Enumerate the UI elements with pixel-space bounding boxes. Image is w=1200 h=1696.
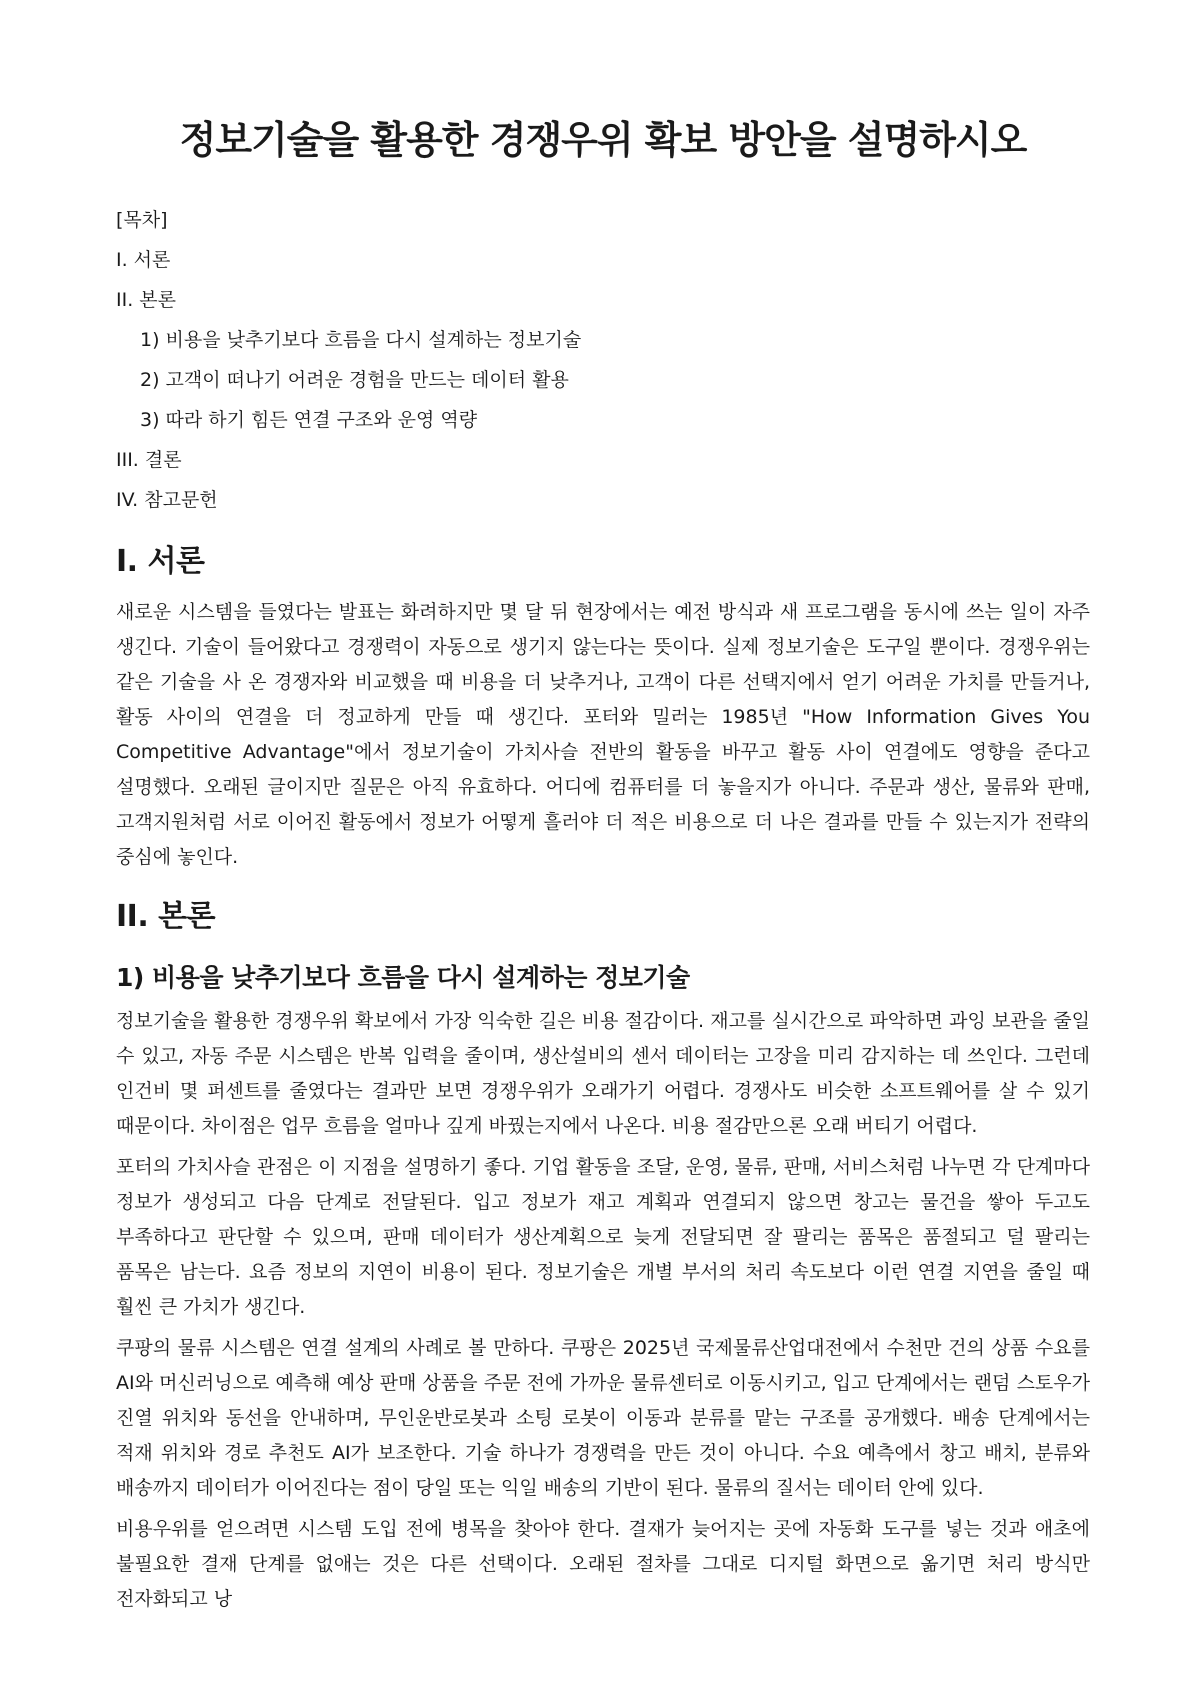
toc-item-references: IV. 참고문헌 (116, 488, 218, 511)
section-heading-intro: I. 서론 (116, 543, 205, 579)
toc-item-body-3: 3) 따라 하기 힘든 연결 구조와 운영 역량 (140, 408, 478, 431)
subsection-heading-1: 1) 비용을 낮추기보다 흐름을 다시 설계하는 정보기술 (116, 962, 690, 992)
intro-paragraph: 새로운 시스템을 들였다는 발표는 화려하지만 몇 달 뒤 현장에서는 예전 방식과 새 프로그램을 동시에 쓰는 일이 자주 생긴다. 기술이 들어왔다고 경쟁력이 자동으로 생기지 않는다는 뜻이다. 실제 정보기술은 도구일 뿐이다. 경쟁우위는 같은 기술을 사 온 경쟁자와 비교했을 때 비용을 더 낮추거나, 고객이 다른 선택지에서 얻기 어려운 가치를 만들거나, 활동 사이의 연결을 더 정교하게 만들 때 생긴다. 포터와 밀러는 1985년 "How Information Gives You Competitive Advantage"에서 정보기술이 가치사슬 전반의 활동을 바꾸고 활동 사이 연결에도 영향을 준다고 설명했다. 오래된 글이지만 질문은 아직 유효하다. 어디에 컴퓨터를 더 놓을지가 아니다. 주문과 생산, 물류와 판매, 고객지원처럼 서로 이어진 활동에서 정보가 어떻게 흘러야 더 적은 비용으로 더 나은 결과를 만들 수 있는지가 전략의 중심에 놓인다. (116, 600, 1090, 868)
body-paragraph: 비용우위를 얻으려면 시스템 도입 전에 병목을 찾아야 한다. 결재가 늦어지는 곳에 자동화 도구를 넣는 것과 애초에 불필요한 결재 단계를 없애는 것은 다른 선택이다. 오래된 절차를 그대로 디지털 화면으로 옮기면 처리 방식만 전자화되고 낭 (116, 1518, 1090, 1611)
toc-item-body-1: 1) 비용을 낮추기보다 흐름을 다시 설계하는 정보기술 (140, 328, 582, 351)
document-title: 정보기술을 활용한 경쟁우위 확보 방안을 설명하시오 (179, 118, 1027, 162)
section-heading-body: II. 본론 (116, 898, 216, 934)
toc-item-body-2: 2) 고객이 떠나기 어려운 경험을 만드는 데이터 활용 (140, 368, 569, 391)
body-paragraph: 포터의 가치사슬 관점은 이 지점을 설명하기 좋다. 기업 활동을 조달, 운영, 물류, 판매, 서비스처럼 나누면 각 단계마다 정보가 생성되고 다음 단계로 전달된다. 입고 정보가 재고 계획과 연결되지 않으면 창고는 물건을 쌓아 두고도 부족하다고 판단할 수 있으며, 판매 데이터가 생산계획으로 늦게 전달되면 잘 팔리는 품목은 품절되고 덜 팔리는 품목은 남는다. 요즘 정보의 지연이 비용이 된다. 정보기술은 개별 부서의 처리 속도보다 이런 연결 지연을 줄일 때 훨씬 큰 가치가 생긴다. (116, 1156, 1090, 1319)
toc-item-conclusion: III. 결론 (116, 448, 182, 471)
toc-heading: [목차] (116, 208, 168, 231)
toc-item-body: II. 본론 (116, 288, 176, 311)
toc-item-intro: I. 서론 (116, 248, 171, 271)
body-paragraph: 쿠팡의 물류 시스템은 연결 설계의 사례로 볼 만하다. 쿠팡은 2025년 국제물류산업대전에서 수천만 건의 상품 수요를 AI와 머신러닝으로 예측해 예상 판매 상품을 주문 전에 가까운 물류센터로 이동시키고, 입고 단계에서는 랜덤 스토우가 진열 위치와 동선을 안내하며, 무인운반로봇과 소팅 로봇이 이동과 분류를 맡는 구조를 공개했다. 배송 단계에서는 적재 위치와 경로 추천도 AI가 보조한다. 기술 하나가 경쟁력을 만든 것이 아니다. 수요 예측에서 창고 배치, 분류와 배송까지 데이터가 이어진다는 점이 당일 또는 익일 배송의 기반이 된다. 물류의 질서는 데이터 안에 있다. (116, 1337, 1090, 1500)
body-paragraph: 정보기술을 활용한 경쟁우위 확보에서 가장 익숙한 길은 비용 절감이다. 재고를 실시간으로 파악하면 과잉 보관을 줄일 수 있고, 자동 주문 시스템은 반복 입력을 줄이며, 생산설비의 센서 데이터는 고장을 미리 감지하는 데 쓰인다. 그런데 인건비 몇 퍼센트를 줄였다는 결과만 보면 경쟁우위가 오래가기 어렵다. 경쟁사도 비슷한 소프트웨어를 살 수 있기 때문이다. 차이점은 업무 흐름을 얼마나 깊게 바꿨는지에서 나온다. 비용 절감만으론 오래 버티기 어렵다. (116, 1010, 1090, 1138)
table-of-contents (116, 200, 1090, 520)
